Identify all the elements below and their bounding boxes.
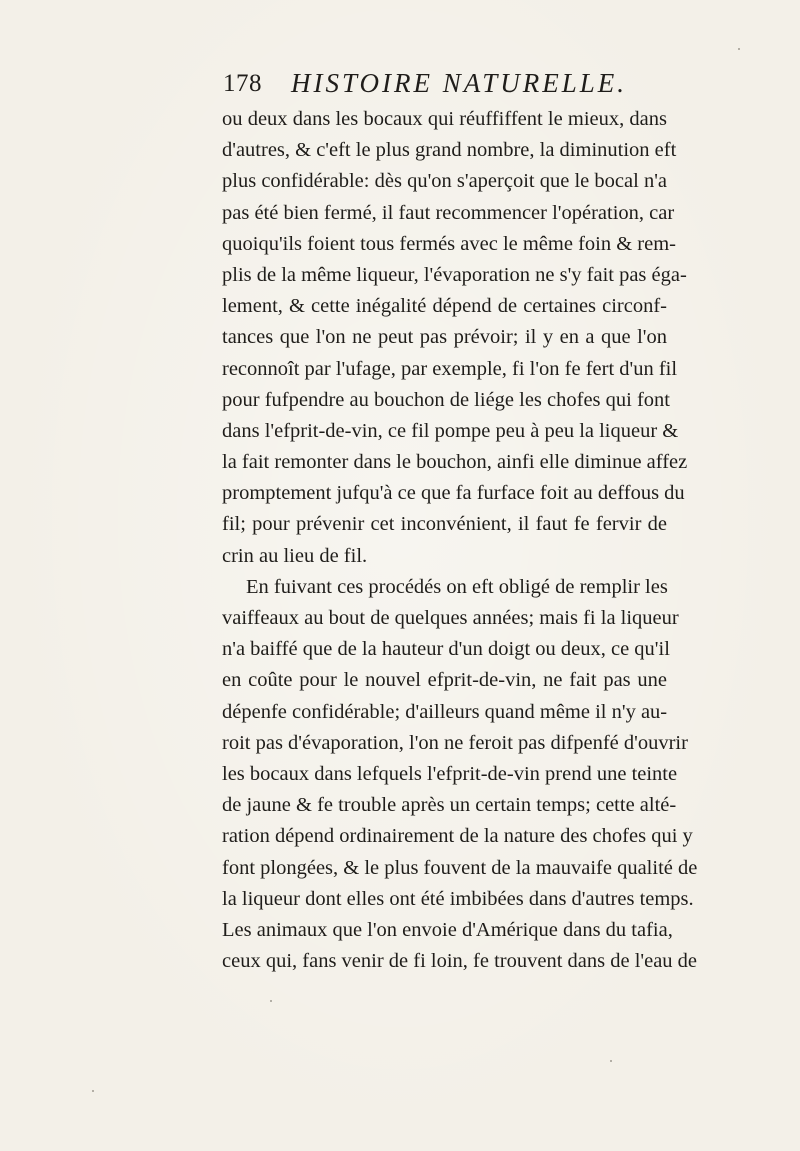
text-line: n'a baiffé que de la hauteur d'un doigt ou deux, ce qu'il — [222, 638, 670, 661]
text-line: la liqueur dont elles ont été imbibées dans d'autres temps. — [222, 887, 694, 910]
body-text — [222, 104, 698, 977]
paragraph-end-line: crin au lieu de fil. — [222, 544, 368, 567]
paper-speck — [270, 1000, 272, 1002]
text-line: promptement jufqu'à ce que fa furface foit au deffous du — [222, 482, 685, 505]
text-line: fil; pour prévenir cet inconvénient, il faut fe fervir de — [222, 513, 667, 536]
paper-speck — [738, 48, 740, 50]
text-line: les bocaux dans lefquels l'efprit-de-vin prend une teinte — [222, 762, 678, 785]
paper-speck — [610, 1060, 612, 1062]
text-line: quoiqu'ils foient tous fermés avec le même foin & rem- — [222, 232, 676, 255]
text-line: ration dépend ordinairement de la nature des chofes qui y — [222, 825, 693, 848]
text-line: plus confidérable: dès qu'on s'aperçoit que le bocal n'a — [222, 170, 667, 193]
paragraph-start-line: En fuivant ces procédés on eft obligé de remplir les — [246, 575, 668, 598]
text-line: Les animaux que l'on envoie d'Amérique dans du tafia, — [222, 918, 673, 941]
text-line: tances que l'on ne peut pas prévoir; il y en a que l'on — [222, 326, 667, 349]
text-line: pas été bien fermé, il faut recommencer l'opération, car — [222, 201, 675, 224]
text-line: vaiffeaux au bout de quelques années; mais fi la liqueur — [222, 607, 679, 629]
text-line: ou deux dans les bocaux qui réuffiffent le mieux, dans — [222, 108, 667, 130]
page-header — [223, 70, 663, 106]
text-line: de jaune & fe trouble après un certain temps; cette alté- — [222, 794, 677, 817]
text-line: roit pas d'évaporation, l'on ne feroit pas difpenfé d'ouvrir — [222, 731, 688, 754]
paper-speck — [92, 1090, 94, 1092]
text-line: font plongées, & le plus fouvent de la mauvaife qualité de — [222, 856, 698, 879]
text-line: lement, & cette inégalité dépend de certaines circonf- — [222, 295, 667, 318]
text-line: dépenfe confidérable; d'ailleurs quand même il n'y au- — [222, 700, 668, 723]
text-line: pour fufpendre au bouchon de liége les chofes qui font — [222, 388, 671, 411]
text-line: la fait remonter dans le bouchon, ainfi elle diminue affez — [222, 451, 688, 474]
text-line: plis de la même liqueur, l'évaporation ne s'y fait pas éga- — [222, 263, 687, 286]
text-line: reconnoît par l'ufage, par exemple, fi l'on fe fert d'un fil — [222, 357, 678, 380]
text-line: dans l'efprit-de-vin, ce fil pompe peu à peu la liqueur & — [222, 419, 679, 442]
text-line: en coûte pour le nouvel efprit-de-vin, ne fait pas une — [222, 669, 667, 692]
running-title: HISTOIRE NATURELLE. — [291, 68, 628, 98]
text-line: ceux qui, fans venir de fi loin, fe trouvent dans de l'eau de — [222, 950, 698, 973]
text-line: d'autres, & c'eft le plus grand nombre, la diminution eft — [222, 139, 677, 162]
page-number: 178 — [223, 70, 262, 97]
